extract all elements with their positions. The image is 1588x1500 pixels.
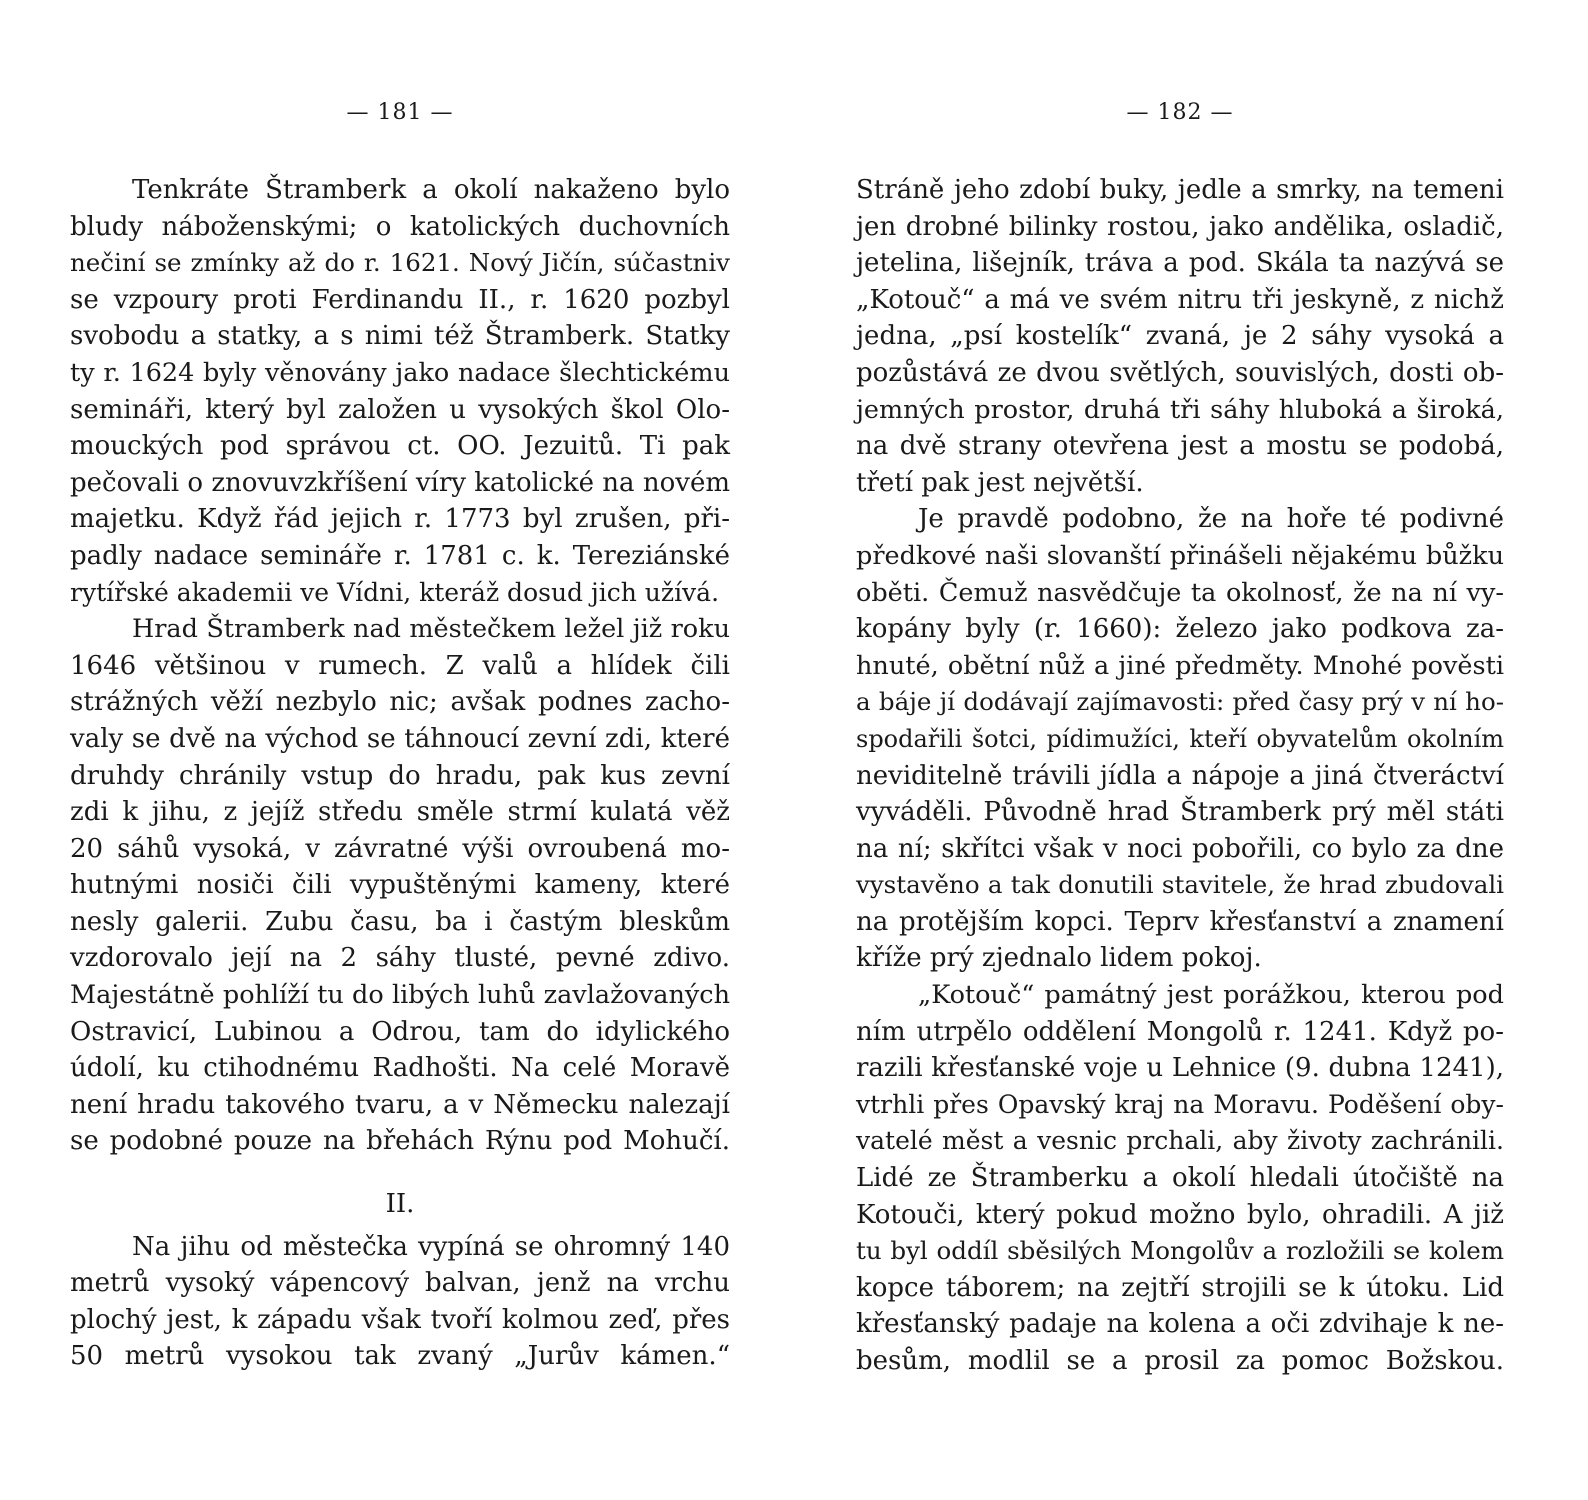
text-line: nesly galerii. Zubu času, ba i častým bleskům — [70, 906, 730, 937]
text-line: není hradu takového tvaru, a v Německu nalezají — [70, 1089, 730, 1120]
text-line: Hrad Štramberk nad městečkem ležel již roku — [132, 614, 730, 645]
text-line: jemných prostor, druhá tři sáhy hluboká a široká, — [856, 394, 1504, 425]
text-line: metrů vysoký vápencový balvan, jenž na vrchu — [70, 1268, 730, 1299]
text-line: Majestátně pohlíží tu do libých luhů zavlažovaných — [70, 980, 730, 1011]
text-line: rytířské akademii ve Vídni, kteráž dosud jich užívá. — [70, 577, 720, 607]
text-line: na ní; skřítci však v noci pobořili, co bylo za dne — [856, 833, 1504, 864]
text-line: kopce táborem; na zejtří strojili se k útoku. Lid — [856, 1272, 1504, 1303]
text-line: mouckých pod správou ct. OO. Jezuitů. Ti pak — [70, 431, 730, 462]
text-line: strážných věží nezbylo nic; avšak podnes zacho- — [70, 687, 730, 718]
text-line: kříže prý zjednalo lidem pokoj. — [856, 943, 1262, 974]
text-line: pečovali o znovuvzkříšení víry katolické na novém — [70, 467, 730, 498]
text-line: plochý jest, k západu však tvoří kolmou zeď, přes — [70, 1304, 730, 1335]
text-line: a báje jí dodávají zajímavosti: před časy prý v ní ho- — [856, 687, 1504, 717]
page-number-left: — 181 — — [346, 100, 454, 125]
text-line: semináři, který byl založen u vysokých škol Olo- — [70, 394, 730, 425]
text-line: „Kotouč“ památný jest porážkou, kterou pod — [918, 980, 1504, 1011]
text-line: druhdy chránily vstup do hradu, pak kus zevní — [70, 760, 730, 791]
text-line: vzdorovalo její na 2 sáhy tlusté, pevné zdivo. — [70, 943, 730, 974]
text-line: 20 sáhů vysoká, v závratné výši ovroubená mo- — [70, 833, 730, 864]
section-heading: II. — [385, 1189, 415, 1220]
text-line: bludy náboženskými; o katolických duchovních — [70, 211, 730, 242]
right-page — [856, 0, 1504, 1500]
text-line: se podobné pouze na břehách Rýnu pod Mohučí. — [70, 1126, 730, 1157]
text-line: jedna, „psí kostelík“ zvaná, je 2 sáhy vysoká a — [856, 321, 1504, 352]
text-line: hutnými nosiči čili vypuštěnými kameny, které — [70, 870, 730, 901]
text-line: oběti. Čemuž nasvědčuje ta okolnosť, že na ní vy- — [856, 577, 1504, 608]
text-line: majetku. Když řád jejich r. 1773 byl zrušen, při- — [70, 504, 730, 535]
text-line: Lidé ze Štramberku a okolí hledali útočiště na — [856, 1163, 1504, 1194]
text-line: spodařili šotci, pídimužíci, kteří obyvatelům okolním — [856, 724, 1504, 753]
left-page — [70, 0, 730, 1500]
text-line: zdi k jihu, z jejíž středu směle strmí kulatá věž — [70, 797, 730, 828]
text-line: ty r. 1624 byly věnovány jako nadace šlechtickému — [70, 357, 730, 388]
right-page-text — [856, 172, 1504, 1380]
text-line: svobodu a statky, a s nimi též Štramberk. Statky — [70, 321, 730, 352]
text-line: Tenkráte Štramberk a okolí nakaženo bylo — [132, 175, 730, 205]
text-line: Je pravdě podobno, že na hoře té podivné — [918, 504, 1504, 535]
text-line: Kotouči, který pokud možno bylo, ohradili. A již — [856, 1199, 1504, 1230]
text-line: „Kotouč“ a má ve svém nitru tři jeskyně, z nichž — [856, 284, 1504, 315]
text-line: údolí, ku ctihodnému Radhošti. Na celé Moravě — [70, 1053, 730, 1084]
text-line: kopány byly (r. 1660): železo jako podkova za- — [856, 614, 1504, 645]
text-line: pozůstává ze dvou světlých, souvislých, dosti ob- — [856, 357, 1504, 388]
text-line: jen drobné bilinky rostou, jako andělika, osladič, — [856, 211, 1504, 242]
text-line: předkové naši slovanští přinášeli nějakému bůžku — [856, 540, 1504, 571]
text-line: razili křesťanské voje u Lehnice (9. dubna 1241), — [856, 1053, 1504, 1084]
text-line: na protějším kopci. Teprv křesťanství a znamení — [856, 906, 1504, 937]
text-line: jetelina, lišejník, tráva a pod. Skála ta nazývá se — [856, 248, 1504, 279]
text-line: vtrhli přes Opavský kraj na Moravu. Poděšení oby- — [856, 1089, 1504, 1119]
text-line: 50 metrů vysokou tak zvaný „Jurův kámen.“ — [70, 1341, 730, 1372]
text-line: neviditelně trávili jídla a nápoje a jiná čtveráctví — [856, 760, 1504, 791]
text-line: 1646 většinou v rumech. Z valů a hlídek čili — [70, 650, 730, 681]
text-line: ním utrpělo oddělení Mongolů r. 1241. Když po- — [856, 1016, 1504, 1047]
text-line: Stráně jeho zdobí buky, jedle a smrky, na temeni — [856, 175, 1504, 205]
text-line: křesťanský padaje na kolena a oči zdvihaje k ne- — [856, 1309, 1504, 1340]
text-line: valy se dvě na východ se táhnoucí zevní zdi, které — [70, 723, 730, 754]
text-line: vyváděli. Původně hrad Štramberk prý měl státi — [856, 797, 1504, 828]
text-line: tu byl oddíl sběsilých Mongolův a rozložili se kolem — [856, 1236, 1504, 1266]
left-page-text — [70, 172, 730, 1375]
text-line: třetí pak jest největší. — [856, 467, 1144, 498]
page-number-right: — 182 — — [1126, 100, 1234, 125]
text-line: Na jihu od městečka vypíná se ohromný 140 — [132, 1231, 730, 1262]
text-line: hnuté, obětní nůž a jiné předměty. Mnohé pověsti — [856, 650, 1504, 681]
text-line: vatelé měst a vesnic prchali, aby životy zachránili. — [856, 1126, 1504, 1156]
text-line: Ostravicí, Lubinou a Odrou, tam do idylického — [70, 1016, 730, 1047]
text-line: na dvě strany otevřena jest a mostu se podobá, — [856, 431, 1504, 462]
text-line: besům, modlil se a prosil za pomoc Božskou. — [856, 1346, 1504, 1376]
text-line: nečiní se zmínky až do r. 1621. Nový Jičín, súčastniv — [70, 248, 730, 278]
text-line: vystavěno a tak donutili stavitele, že hrad zbudovali — [856, 870, 1504, 900]
text-line: se vzpoury proti Ferdinandu II., r. 1620 pozbyl — [70, 284, 730, 315]
text-line: padly nadace semináře r. 1781 c. k. Tereziánské — [70, 540, 730, 571]
